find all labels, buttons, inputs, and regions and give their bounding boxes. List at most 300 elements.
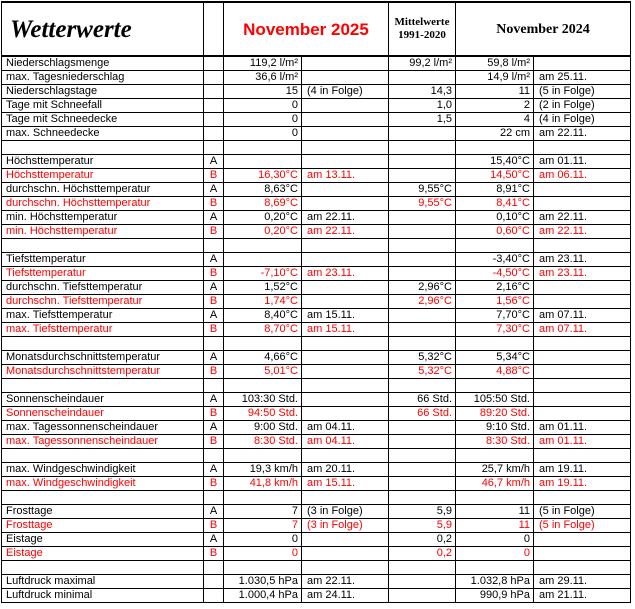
ab-indicator: A bbox=[204, 155, 224, 169]
value-mittelwerte: 0,2 bbox=[389, 547, 456, 561]
spacer-cell bbox=[456, 141, 534, 155]
note-nov2025: am 20.11. bbox=[302, 463, 389, 477]
spacer-cell bbox=[534, 561, 631, 575]
note-nov2024 bbox=[534, 197, 631, 211]
value-nov2025: 19,3 km/h bbox=[224, 463, 302, 477]
value-nov2025: 0,20°C bbox=[224, 225, 302, 239]
row-label: durchschn. Höchsttemperatur bbox=[2, 197, 204, 211]
value-mittelwerte bbox=[389, 309, 456, 323]
spacer-cell bbox=[2, 337, 204, 351]
note-nov2024 bbox=[534, 533, 631, 547]
row-label: max. Tagessonnenscheindauer bbox=[2, 421, 204, 435]
table-row bbox=[2, 575, 631, 589]
ab-indicator: A bbox=[204, 463, 224, 477]
spacer-row bbox=[2, 449, 631, 463]
row-label: Frosttage bbox=[2, 519, 204, 533]
value-nov2024: 8:30 Std. bbox=[456, 435, 534, 449]
spacer-cell bbox=[456, 491, 534, 505]
table-row bbox=[2, 211, 631, 225]
value-mittelwerte bbox=[389, 589, 456, 603]
value-nov2024: 14,9 l/m² bbox=[456, 71, 534, 85]
note-nov2025: am 04.11. bbox=[302, 421, 389, 435]
table-row bbox=[2, 253, 631, 267]
table-row bbox=[2, 281, 631, 295]
value-nov2025: 103:30 Std. bbox=[224, 393, 302, 407]
table-row bbox=[2, 463, 631, 477]
row-label: Luftdruck maximal bbox=[2, 575, 204, 589]
ab-indicator: A bbox=[204, 393, 224, 407]
row-label: max. Tagesniederschlag bbox=[2, 71, 204, 85]
note-nov2025 bbox=[302, 253, 389, 267]
value-nov2024: 25,7 km/h bbox=[456, 463, 534, 477]
ab-indicator bbox=[204, 56, 224, 71]
value-nov2024: 4 bbox=[456, 113, 534, 127]
ab-indicator bbox=[204, 575, 224, 589]
note-nov2024 bbox=[534, 295, 631, 309]
note-nov2024 bbox=[534, 183, 631, 197]
ab-indicator: B bbox=[204, 225, 224, 239]
note-nov2025 bbox=[302, 183, 389, 197]
value-mittelwerte bbox=[389, 435, 456, 449]
table-row bbox=[2, 589, 631, 603]
spacer-cell bbox=[389, 449, 456, 463]
value-nov2024: 9:10 Std. bbox=[456, 421, 534, 435]
value-mittelwerte bbox=[389, 71, 456, 85]
value-nov2025: 1.030,5 hPa bbox=[224, 575, 302, 589]
value-mittelwerte: 66 Std. bbox=[389, 393, 456, 407]
spacer-cell bbox=[204, 449, 224, 463]
row-label: Sonnenscheindauer bbox=[2, 393, 204, 407]
note-nov2024 bbox=[534, 407, 631, 421]
value-mittelwerte: 0,2 bbox=[389, 533, 456, 547]
row-label: Niederschlagstage bbox=[2, 85, 204, 99]
row-label: Eistage bbox=[2, 547, 204, 561]
value-nov2025: 7 bbox=[224, 519, 302, 533]
note-nov2024: am 23.11. bbox=[534, 267, 631, 281]
ab-indicator bbox=[204, 85, 224, 99]
value-nov2024: 0 bbox=[456, 547, 534, 561]
value-nov2024: 5,34°C bbox=[456, 351, 534, 365]
spacer-cell bbox=[302, 561, 389, 575]
table-row bbox=[2, 295, 631, 309]
value-nov2024: 0,60°C bbox=[456, 225, 534, 239]
note-nov2024: (2 in Folge) bbox=[534, 99, 631, 113]
value-nov2025: 1,52°C bbox=[224, 281, 302, 295]
table-row bbox=[2, 519, 631, 533]
value-mittelwerte bbox=[389, 127, 456, 141]
note-nov2024: (4 in Folge) bbox=[534, 113, 631, 127]
row-label: Höchsttemperatur bbox=[2, 169, 204, 183]
value-mittelwerte bbox=[389, 253, 456, 267]
note-nov2025 bbox=[302, 533, 389, 547]
note-nov2024 bbox=[534, 547, 631, 561]
value-nov2024: 59,8 l/m² bbox=[456, 56, 534, 71]
spacer-cell bbox=[534, 141, 631, 155]
ab-indicator: A bbox=[204, 211, 224, 225]
note-nov2024: am 25.11. bbox=[534, 71, 631, 85]
spacer-cell bbox=[302, 491, 389, 505]
column-header-november-2025: November 2025 bbox=[224, 2, 389, 56]
value-nov2025: 0 bbox=[224, 113, 302, 127]
table-row bbox=[2, 155, 631, 169]
note-nov2025: am 23.11. bbox=[302, 267, 389, 281]
spacer-cell bbox=[302, 449, 389, 463]
note-nov2024: am 19.11. bbox=[534, 463, 631, 477]
note-nov2025 bbox=[302, 56, 389, 71]
value-nov2025: 0 bbox=[224, 547, 302, 561]
spacer-cell bbox=[2, 239, 204, 253]
value-nov2025: 8,40°C bbox=[224, 309, 302, 323]
spacer-cell bbox=[389, 379, 456, 393]
value-mittelwerte: 1,0 bbox=[389, 99, 456, 113]
spacer-row bbox=[2, 561, 631, 575]
note-nov2024 bbox=[534, 351, 631, 365]
table-row bbox=[2, 533, 631, 547]
table-row bbox=[2, 435, 631, 449]
note-nov2024: am 07.11. bbox=[534, 323, 631, 337]
note-nov2024: am 22.11. bbox=[534, 225, 631, 239]
row-label: max. Windgeschwindigkeit bbox=[2, 463, 204, 477]
value-nov2025: -7,10°C bbox=[224, 267, 302, 281]
value-nov2025 bbox=[224, 253, 302, 267]
note-nov2025: (4 in Folge) bbox=[302, 85, 389, 99]
value-nov2025: 8:30 Std. bbox=[224, 435, 302, 449]
note-nov2025 bbox=[302, 127, 389, 141]
spacer-cell bbox=[2, 491, 204, 505]
row-label: min. Höchsttemperatur bbox=[2, 211, 204, 225]
table-row bbox=[2, 267, 631, 281]
note-nov2025 bbox=[302, 393, 389, 407]
row-label: Höchsttemperatur bbox=[2, 155, 204, 169]
spacer-row bbox=[2, 491, 631, 505]
note-nov2024: am 29.11. bbox=[534, 575, 631, 589]
note-nov2024: am 01.11. bbox=[534, 435, 631, 449]
note-nov2025 bbox=[302, 365, 389, 379]
note-nov2025: am 22.11. bbox=[302, 575, 389, 589]
value-nov2024: 46,7 km/h bbox=[456, 477, 534, 491]
spacer-cell bbox=[224, 491, 302, 505]
spacer-cell bbox=[456, 561, 534, 575]
value-nov2024: 11 bbox=[456, 85, 534, 99]
value-nov2024: 990,9 hPa bbox=[456, 589, 534, 603]
spacer-cell bbox=[2, 561, 204, 575]
table-row bbox=[2, 169, 631, 183]
table-row bbox=[2, 197, 631, 211]
note-nov2025 bbox=[302, 351, 389, 365]
table-row bbox=[2, 225, 631, 239]
value-nov2024: 105:50 Std. bbox=[456, 393, 534, 407]
note-nov2025 bbox=[302, 99, 389, 113]
value-nov2025: 0 bbox=[224, 533, 302, 547]
table-row bbox=[2, 56, 631, 71]
table-body bbox=[2, 56, 631, 603]
row-label: max. Tiefsttemperatur bbox=[2, 309, 204, 323]
note-nov2025 bbox=[302, 407, 389, 421]
note-nov2024: am 22.11. bbox=[534, 211, 631, 225]
table-row bbox=[2, 127, 631, 141]
spacer-cell bbox=[204, 239, 224, 253]
row-label: Frosttage bbox=[2, 505, 204, 519]
spacer-row bbox=[2, 239, 631, 253]
note-nov2024: (5 in Folge) bbox=[534, 519, 631, 533]
value-mittelwerte: 5,32°C bbox=[389, 365, 456, 379]
value-mittelwerte bbox=[389, 211, 456, 225]
ab-indicator: A bbox=[204, 281, 224, 295]
value-nov2025: 1,74°C bbox=[224, 295, 302, 309]
row-label: durchschn. Tiefsttemperatur bbox=[2, 281, 204, 295]
spacer-cell bbox=[204, 141, 224, 155]
note-nov2025: am 13.11. bbox=[302, 169, 389, 183]
ab-indicator: B bbox=[204, 477, 224, 491]
value-nov2025: 41,8 km/h bbox=[224, 477, 302, 491]
value-mittelwerte: 5,32°C bbox=[389, 351, 456, 365]
note-nov2025 bbox=[302, 197, 389, 211]
value-nov2024: 2,16°C bbox=[456, 281, 534, 295]
ab-indicator: A bbox=[204, 505, 224, 519]
spacer-cell bbox=[456, 449, 534, 463]
note-nov2024: am 21.11. bbox=[534, 589, 631, 603]
spacer-cell bbox=[534, 449, 631, 463]
spacer-cell bbox=[389, 561, 456, 575]
note-nov2024: am 06.11. bbox=[534, 169, 631, 183]
value-nov2025: 94:50 Std. bbox=[224, 407, 302, 421]
table-row bbox=[2, 505, 631, 519]
row-label: Sonnenscheindauer bbox=[2, 407, 204, 421]
mittelwerte-label-line2: 1991-2020 bbox=[398, 29, 446, 41]
spacer-cell bbox=[224, 141, 302, 155]
ab-indicator: A bbox=[204, 253, 224, 267]
value-nov2025: 5,01°C bbox=[224, 365, 302, 379]
table-row bbox=[2, 309, 631, 323]
value-nov2025: 36,6 l/m² bbox=[224, 71, 302, 85]
value-nov2025 bbox=[224, 155, 302, 169]
value-mittelwerte: 66 Std. bbox=[389, 407, 456, 421]
value-mittelwerte bbox=[389, 477, 456, 491]
ab-indicator: B bbox=[204, 169, 224, 183]
row-label: durchschn. Tiefsttemperatur bbox=[2, 295, 204, 309]
ab-indicator: B bbox=[204, 435, 224, 449]
value-mittelwerte: 2,96°C bbox=[389, 295, 456, 309]
value-mittelwerte bbox=[389, 155, 456, 169]
ab-indicator: B bbox=[204, 365, 224, 379]
note-nov2025: am 15.11. bbox=[302, 477, 389, 491]
row-label: max. Tiefsttemperatur bbox=[2, 323, 204, 337]
ab-indicator bbox=[204, 589, 224, 603]
row-label: min. Höchsttemperatur bbox=[2, 225, 204, 239]
note-nov2024: am 19.11. bbox=[534, 477, 631, 491]
value-mittelwerte: 5,9 bbox=[389, 505, 456, 519]
spacer-cell bbox=[389, 239, 456, 253]
note-nov2025: am 22.11. bbox=[302, 225, 389, 239]
mittelwerte-label-line1: Mittelwerte bbox=[394, 16, 450, 28]
table-row bbox=[2, 85, 631, 99]
value-mittelwerte bbox=[389, 575, 456, 589]
row-label: max. Windgeschwindigkeit bbox=[2, 477, 204, 491]
column-header-mittelwerte bbox=[389, 2, 456, 56]
ab-indicator: B bbox=[204, 295, 224, 309]
note-nov2025 bbox=[302, 295, 389, 309]
page-title: Wetterwerte bbox=[2, 2, 204, 56]
value-nov2025: 0,20°C bbox=[224, 211, 302, 225]
table-row bbox=[2, 365, 631, 379]
spacer-cell bbox=[302, 337, 389, 351]
spacer-cell bbox=[204, 337, 224, 351]
row-label: durchschn. Höchsttemperatur bbox=[2, 183, 204, 197]
ab-indicator: A bbox=[204, 183, 224, 197]
note-nov2025: am 15.11. bbox=[302, 309, 389, 323]
value-nov2024: 0,10°C bbox=[456, 211, 534, 225]
value-mittelwerte bbox=[389, 463, 456, 477]
table-row bbox=[2, 477, 631, 491]
value-nov2025: 0 bbox=[224, 127, 302, 141]
note-nov2025 bbox=[302, 547, 389, 561]
ab-indicator: B bbox=[204, 267, 224, 281]
table-row bbox=[2, 393, 631, 407]
ab-indicator bbox=[204, 71, 224, 85]
value-nov2025: 8,69°C bbox=[224, 197, 302, 211]
value-nov2024: 1.032,8 hPa bbox=[456, 575, 534, 589]
ab-indicator bbox=[204, 127, 224, 141]
value-nov2024: -3,40°C bbox=[456, 253, 534, 267]
spacer-cell bbox=[204, 491, 224, 505]
value-nov2025: 0 bbox=[224, 99, 302, 113]
note-nov2024: am 23.11. bbox=[534, 253, 631, 267]
spacer-cell bbox=[456, 239, 534, 253]
table-row bbox=[2, 351, 631, 365]
value-mittelwerte: 9,55°C bbox=[389, 197, 456, 211]
value-nov2025: 4,66°C bbox=[224, 351, 302, 365]
value-nov2024: 15,40°C bbox=[456, 155, 534, 169]
table-row bbox=[2, 547, 631, 561]
row-label: Niederschlagsmenge bbox=[2, 56, 204, 71]
note-nov2025: (3 in Folge) bbox=[302, 519, 389, 533]
ab-column-header bbox=[204, 2, 224, 56]
value-nov2024: 8,91°C bbox=[456, 183, 534, 197]
value-mittelwerte: 14,3 bbox=[389, 85, 456, 99]
value-nov2024: 11 bbox=[456, 505, 534, 519]
header-row bbox=[2, 2, 631, 56]
note-nov2025 bbox=[302, 281, 389, 295]
value-mittelwerte: 5,9 bbox=[389, 519, 456, 533]
row-label: Tiefsttemperatur bbox=[2, 267, 204, 281]
spacer-cell bbox=[224, 337, 302, 351]
spacer-cell bbox=[224, 449, 302, 463]
value-nov2024: 11 bbox=[456, 519, 534, 533]
spacer-cell bbox=[534, 491, 631, 505]
note-nov2025: (3 in Folge) bbox=[302, 505, 389, 519]
ab-indicator: A bbox=[204, 309, 224, 323]
note-nov2025: am 15.11. bbox=[302, 323, 389, 337]
table-row bbox=[2, 99, 631, 113]
row-label: Tage mit Schneefall bbox=[2, 99, 204, 113]
spacer-cell bbox=[302, 239, 389, 253]
spacer-cell bbox=[389, 491, 456, 505]
value-mittelwerte bbox=[389, 267, 456, 281]
note-nov2024: am 01.11. bbox=[534, 155, 631, 169]
ab-indicator: A bbox=[204, 351, 224, 365]
value-nov2024: 7,30°C bbox=[456, 323, 534, 337]
value-nov2025: 119,2 l/m² bbox=[224, 56, 302, 71]
note-nov2025: am 22.11. bbox=[302, 211, 389, 225]
value-mittelwerte: 99,2 l/m² bbox=[389, 56, 456, 71]
spacer-cell bbox=[2, 141, 204, 155]
spacer-cell bbox=[534, 337, 631, 351]
value-mittelwerte bbox=[389, 421, 456, 435]
note-nov2024 bbox=[534, 56, 631, 71]
spacer-cell bbox=[456, 337, 534, 351]
spacer-cell bbox=[204, 379, 224, 393]
value-nov2024: 0 bbox=[456, 533, 534, 547]
value-nov2024: -4,50°C bbox=[456, 267, 534, 281]
spacer-cell bbox=[302, 141, 389, 155]
value-nov2024: 1,56°C bbox=[456, 295, 534, 309]
ab-indicator: B bbox=[204, 197, 224, 211]
table-row bbox=[2, 71, 631, 85]
note-nov2024: (5 in Folge) bbox=[534, 85, 631, 99]
row-label: Monatsdurchschnittstemperatur bbox=[2, 351, 204, 365]
note-nov2024: (5 in Folge) bbox=[534, 505, 631, 519]
spacer-cell bbox=[224, 379, 302, 393]
row-label: Eistage bbox=[2, 533, 204, 547]
value-nov2024: 2 bbox=[456, 99, 534, 113]
table-row bbox=[2, 183, 631, 197]
spacer-row bbox=[2, 337, 631, 351]
value-nov2025: 7 bbox=[224, 505, 302, 519]
ab-indicator: A bbox=[204, 533, 224, 547]
note-nov2024: am 22.11. bbox=[534, 127, 631, 141]
value-nov2025: 8,63°C bbox=[224, 183, 302, 197]
table-row bbox=[2, 421, 631, 435]
ab-indicator: B bbox=[204, 407, 224, 421]
value-nov2025: 1.000,4 hPa bbox=[224, 589, 302, 603]
ab-indicator: B bbox=[204, 547, 224, 561]
row-label: Monatsdurchschnittstemperatur bbox=[2, 365, 204, 379]
spacer-cell bbox=[456, 379, 534, 393]
table-row bbox=[2, 323, 631, 337]
value-nov2024: 22 cm bbox=[456, 127, 534, 141]
note-nov2025: am 24.11. bbox=[302, 589, 389, 603]
note-nov2025 bbox=[302, 113, 389, 127]
spacer-row bbox=[2, 141, 631, 155]
value-nov2024: 14,50°C bbox=[456, 169, 534, 183]
value-nov2025: 16,30°C bbox=[224, 169, 302, 183]
note-nov2024 bbox=[534, 393, 631, 407]
value-nov2024: 4,88°C bbox=[456, 365, 534, 379]
spacer-cell bbox=[302, 379, 389, 393]
column-header-november-2024: November 2024 bbox=[456, 2, 631, 56]
table-row bbox=[2, 407, 631, 421]
spacer-cell bbox=[534, 239, 631, 253]
row-label: Tiefsttemperatur bbox=[2, 253, 204, 267]
value-mittelwerte bbox=[389, 323, 456, 337]
ab-indicator bbox=[204, 113, 224, 127]
spacer-cell bbox=[2, 449, 204, 463]
spacer-row bbox=[2, 379, 631, 393]
spacer-cell bbox=[224, 239, 302, 253]
note-nov2024 bbox=[534, 281, 631, 295]
note-nov2025: am 04.11. bbox=[302, 435, 389, 449]
value-nov2025: 15 bbox=[224, 85, 302, 99]
note-nov2024: am 01.11. bbox=[534, 421, 631, 435]
value-mittelwerte: 9,55°C bbox=[389, 183, 456, 197]
value-mittelwerte: 2,96°C bbox=[389, 281, 456, 295]
spacer-cell bbox=[534, 379, 631, 393]
value-mittelwerte: 1,5 bbox=[389, 113, 456, 127]
table-row bbox=[2, 113, 631, 127]
value-nov2024: 8,41°C bbox=[456, 197, 534, 211]
row-label: Tage mit Schneedecke bbox=[2, 113, 204, 127]
row-label: max. Schneedecke bbox=[2, 127, 204, 141]
